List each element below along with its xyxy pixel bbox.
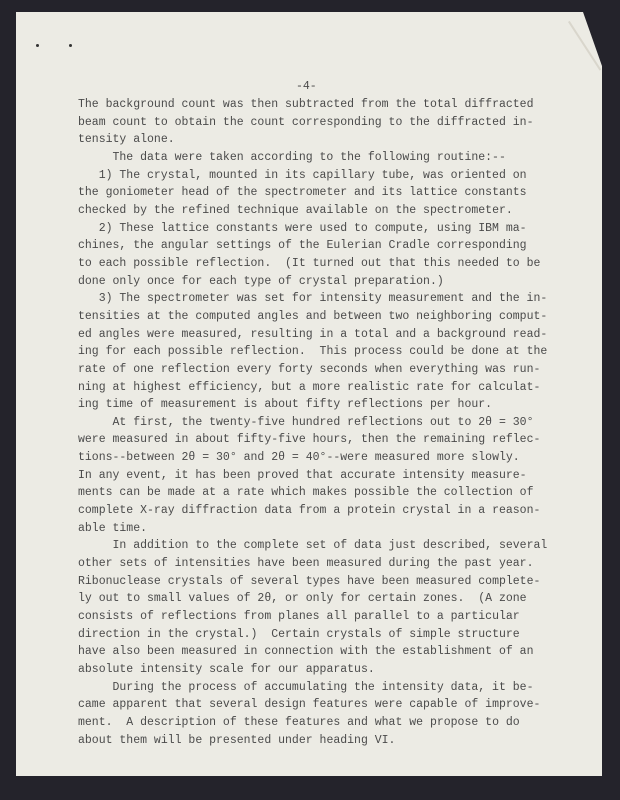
text-line: ment. A description of these features and what we propose to do: [78, 715, 520, 729]
text-line: complete X-ray diffraction data from a protein crystal in a reason-: [78, 504, 541, 518]
text-line: about them will be presented under heading VI.: [78, 733, 396, 747]
text-line: done only once for each type of crystal preparation.): [78, 274, 444, 288]
text-line: ing for each possible reflection. This process could be done at the: [78, 345, 548, 359]
text-line: able time.: [78, 521, 148, 535]
text-line: tensity alone.: [78, 133, 175, 147]
text-line: 2) These lattice constants were used to compute, using IBM ma-: [98, 221, 527, 235]
text-line: tensities at the computed angles and between two neighboring comput-: [78, 309, 548, 323]
text-line: 1) The crystal, mounted in its capillary tube, was oriented on: [98, 168, 527, 182]
text-line: to each possible reflection. (It turned out that this needed to be: [78, 256, 541, 270]
text-line: In addition to the complete set of data just described, several: [112, 539, 548, 553]
punch-mark: [69, 44, 72, 47]
text-line: absolute intensity scale for our apparatus.: [78, 663, 375, 676]
text-line: The data were taken according to the following routine:--: [112, 150, 506, 164]
text-line: 3) The spectrometer was set for intensity measurement and the in-: [98, 292, 548, 306]
text-line: rate of one reflection every forty seconds when everything was run-: [78, 362, 541, 376]
document-body: [78, 96, 547, 749]
text-line: direction in the crystal.) Certain crystals of simple structure: [78, 627, 520, 641]
text-line: were measured in about fifty-five hours, then the remaining reflec-: [78, 433, 541, 447]
text-line: During the process of accumulating the intensity data, it be-: [112, 680, 534, 694]
text-line: Ribonuclease crystals of several types have been measured complete-: [78, 574, 541, 588]
text-line: beam count to obtain the count corresponding to the diffracted in-: [78, 115, 534, 129]
text-line: checked by the refined technique available on the spectrometer.: [78, 203, 513, 217]
punch-mark: [36, 44, 39, 47]
text-line: tions--between 2θ = 30° and 2θ = 40°--were measured more slowly.: [78, 451, 520, 465]
text-line: the goniometer head of the spectrometer and its lattice constants: [78, 186, 527, 200]
page-number: -4-: [296, 80, 317, 93]
text-line: ed angles were measured, resulting in a total and a background read-: [78, 327, 548, 341]
text-line: consists of reflections from planes all parallel to a particular: [78, 610, 520, 624]
text-line: ing time of measurement is about fifty reflections per hour.: [78, 398, 493, 412]
text-line: ments can be made at a rate which makes possible the collection of: [78, 486, 534, 500]
text-line: ning at highest efficiency, but a more realistic rate for calculat-: [78, 380, 541, 394]
text-line: chines, the angular settings of the Eulerian Cradle corresponding: [78, 239, 527, 253]
text-line: have also been measured in connection with the establishment of an: [78, 645, 534, 659]
text-line: At first, the twenty-five hundred reflections out to 2θ = 30°: [112, 415, 534, 429]
text-line: other sets of intensities have been measured during the past year.: [78, 557, 534, 571]
text-line: ly out to small values of 2θ, or only for certain zones. (A zone: [78, 592, 527, 606]
text-line: came apparent that several design features were capable of improve-: [78, 698, 541, 712]
text-line: The background count was then subtracted from the total diffracted: [78, 98, 534, 111]
text-line: In any event, it has been proved that accurate intensity measure-: [78, 468, 527, 482]
